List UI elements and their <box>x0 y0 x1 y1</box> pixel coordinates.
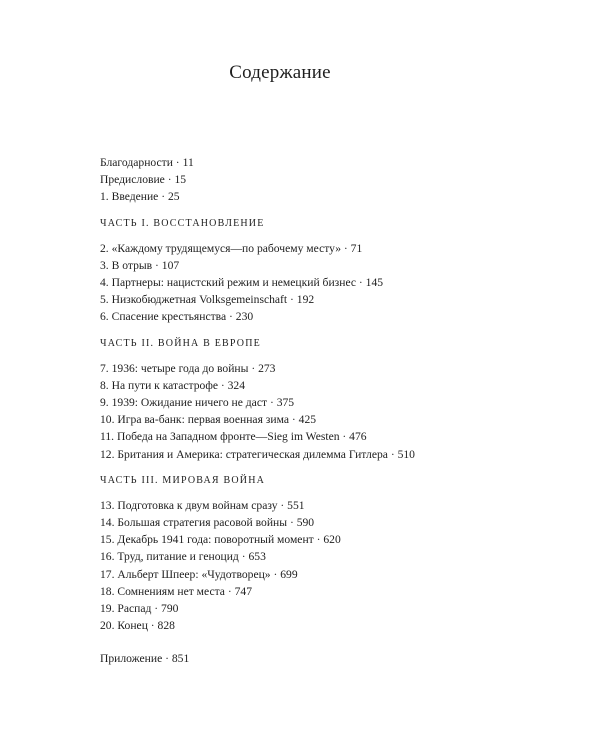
toc-entry: 5. Низкобюджетная Volksgemeinschaft · 192 <box>100 293 315 307</box>
toc-entry: 7. 1936: четыре года до войны · 273 <box>100 361 276 375</box>
toc-entry: 16. Труд, питание и геноцид · 653 <box>100 550 266 564</box>
toc-entry: 9. 1939: Ожидание ничего не даст · 375 <box>100 396 295 410</box>
part-1 <box>100 215 530 326</box>
toc-entry: 3. В отрыв · 107 <box>100 258 180 272</box>
toc-entry-appendix: Приложение · 851 <box>100 652 190 666</box>
front-matter <box>100 154 530 206</box>
toc-entry-preface: Предисловие · 15 <box>100 173 187 187</box>
toc-entry: 14. Большая стратегия расовой войны · 590 <box>100 516 315 530</box>
toc-entry: 20. Конец · 828 <box>100 619 175 633</box>
toc-entry: 11. Победа на Западном фронте—Sieg im Westen · 476 <box>100 430 367 444</box>
toc-entry: 13. Подготовка к двум войнам сразу · 551 <box>100 498 305 512</box>
toc-entry-acknowledgements: Благодарности · 11 <box>100 156 194 169</box>
table-of-contents <box>100 154 530 668</box>
toc-entry: 6. Спасение крестьянства · 230 <box>100 310 254 324</box>
part-2 <box>100 335 530 463</box>
page-title: Содержание <box>229 62 331 83</box>
toc-entry: 4. Партнеры: нацистский режим и немецкий бизнес · 145 <box>100 276 384 290</box>
toc-entry: 15. Декабрь 1941 года: поворотный момент · 620 <box>100 533 341 547</box>
toc-entry: 8. На пути к катастрофе · 324 <box>100 378 246 392</box>
toc-entry: 2. «Каждому трудящемуся—по рабочему месту» · 71 <box>100 241 363 255</box>
toc-entry: 17. Альберт Шпеер: «Чудотворец» · 699 <box>100 567 298 581</box>
toc-entry-introduction: 1. Введение · 25 <box>100 190 180 204</box>
toc-entry: 10. Игра ва-банк: первая военная зима · 425 <box>100 413 317 427</box>
toc-entry: 12. Британия и Америка: стратегическая дилемма Гитлера · 510 <box>100 447 415 461</box>
toc-entry: 19. Распад · 790 <box>100 602 179 616</box>
part-heading: ЧАСТЬ I. ВОССТАНОВЛЕНИЕ <box>100 217 265 229</box>
toc-entry: 18. Сомнениям нет места · 747 <box>100 584 252 598</box>
part-3 <box>100 472 530 635</box>
part-heading: ЧАСТЬ III. МИРОВАЯ ВОЙНА <box>100 474 266 486</box>
part-heading: ЧАСТЬ II. ВОЙНА В ЕВРОПЕ <box>100 337 261 349</box>
